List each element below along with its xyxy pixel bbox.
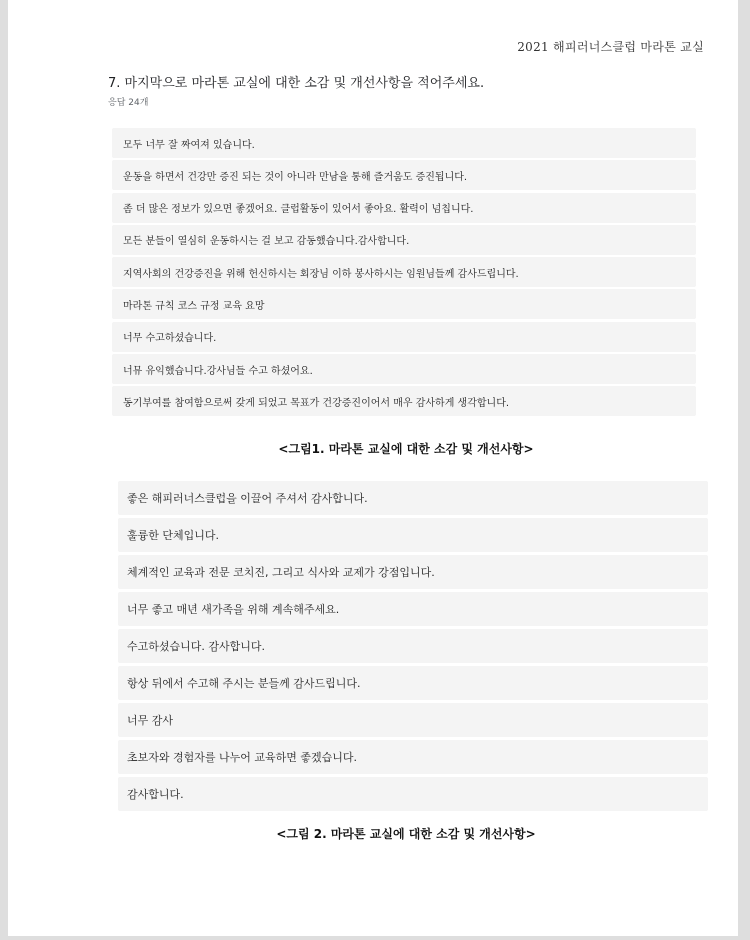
response-row: 체계적인 교육과 전문 코치진, 그리고 식사와 교제가 강점입니다.	[118, 555, 708, 589]
response-row: 좋은 해피러너스클럽을 이끌어 주셔서 감사합니다.	[118, 481, 708, 515]
response-row: 모두 너무 잘 짜여져 있습니다.	[112, 128, 696, 158]
response-row: 훌륭한 단체입니다.	[118, 518, 708, 552]
figure-caption-1: <그림1. 마라톤 교실에 대한 소감 및 개선사항>	[278, 442, 534, 456]
response-row: 초보자와 경험자를 나누어 교육하면 좋겠습니다.	[118, 740, 708, 774]
response-row: 동기부여를 참여함으로써 갖게 되었고 목표가 건강증진이어서 매우 감사하게 생각합니다.	[112, 386, 696, 416]
response-row: 항상 뒤에서 수고해 주시는 분들께 감사드립니다.	[118, 666, 708, 700]
response-list-1	[112, 128, 696, 419]
response-row: 마라톤 규칙 코스 규정 교육 요망	[112, 289, 696, 319]
response-list-2	[118, 481, 708, 814]
response-row: 너무 수고하셨습니다.	[112, 322, 696, 352]
response-row: 너뮤 유익했습니다.강사님들 수고 하셨어요.	[112, 354, 696, 384]
response-count: 응답 24개	[108, 98, 149, 108]
response-row: 수고하셨습니다. 감사합니다.	[118, 629, 708, 663]
response-row: 운동을 하면서 건강만 증진 되는 것이 아니라 만남을 통해 즐거움도 증진됩니다.	[112, 160, 696, 190]
document-header: 2021 해피러너스클럽 마라톤 교실	[517, 40, 704, 54]
figure-caption-2: <그림 2. 마라톤 교실에 대한 소감 및 개선사항>	[276, 827, 536, 841]
response-row: 감사합니다.	[118, 777, 708, 811]
document-page	[8, 0, 738, 936]
response-row: 좀 더 많은 정보가 있으면 좋겠어요. 클럽활동이 있어서 좋아요. 활력이 넘칩니다.	[112, 193, 696, 223]
question-title: 7. 마지막으로 마라톤 교실에 대한 소감 및 개선사항을 적어주세요.	[108, 76, 485, 91]
response-row: 너무 감사	[118, 703, 708, 737]
response-row: 지역사회의 건강증진을 위해 헌신하시는 회장님 이하 봉사하시는 임원님들께 감사드립니다.	[112, 257, 696, 287]
response-row: 너무 좋고 매년 새가족을 위해 계속해주세요.	[118, 592, 708, 626]
response-row: 모든 분들이 열심히 운동하시는 걸 보고 감동했습니다.감사합니다.	[112, 225, 696, 255]
